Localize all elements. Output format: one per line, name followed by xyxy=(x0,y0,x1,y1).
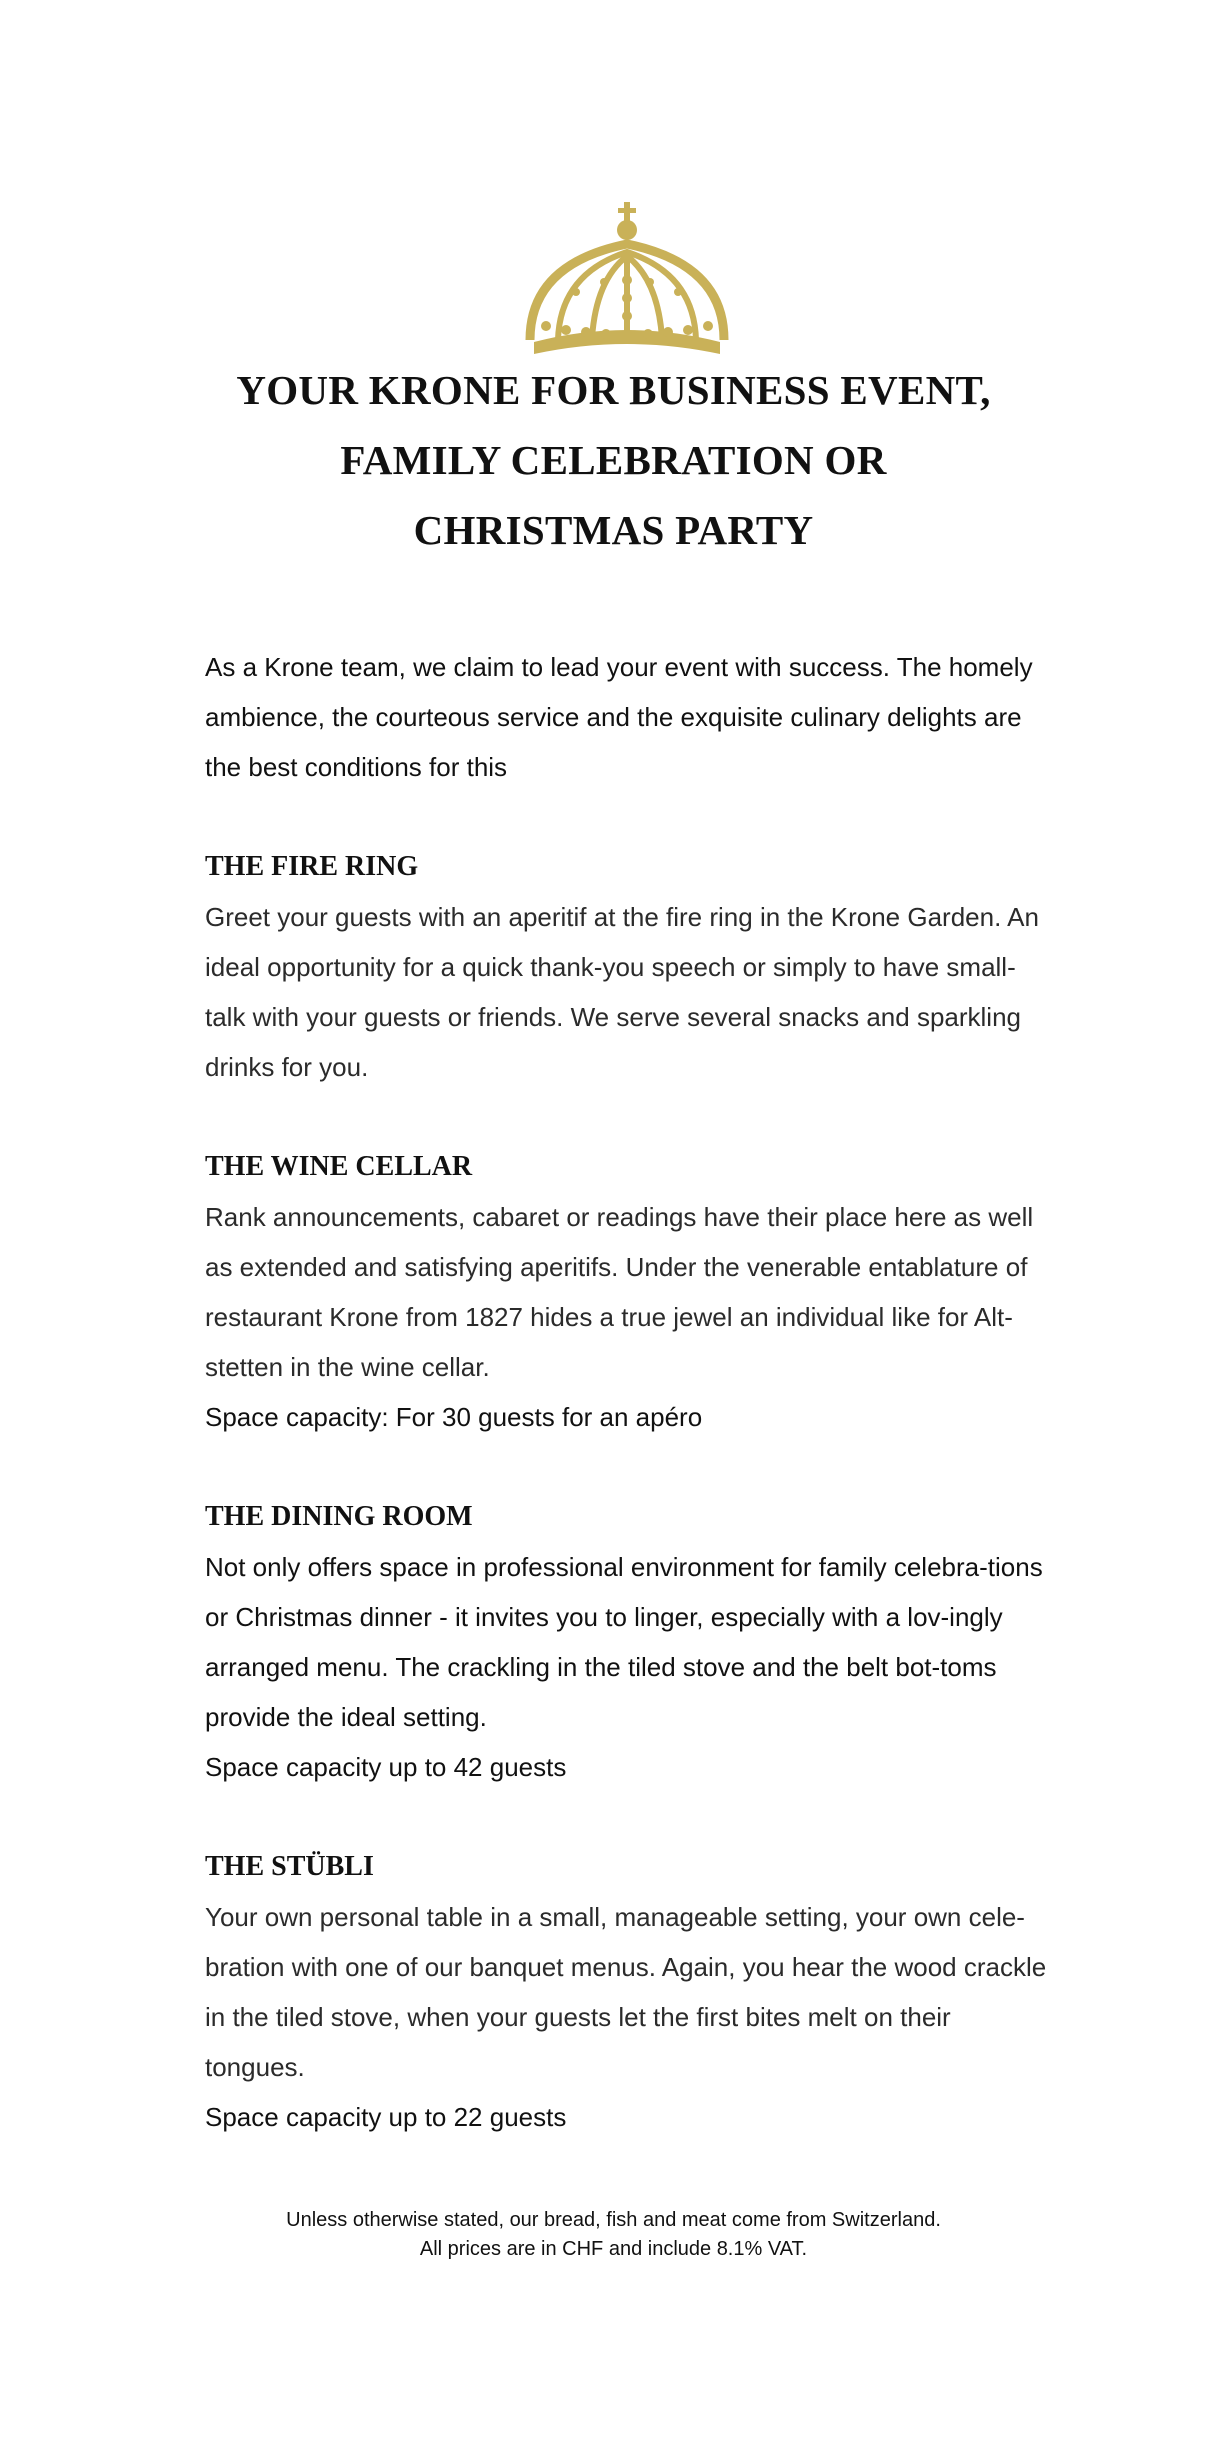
section-title: THE WINE CELLAR xyxy=(205,1151,473,1182)
section-title: THE FIRE RING xyxy=(205,851,419,882)
capacity-note: Space capacity up to 22 guests xyxy=(205,2102,567,2132)
title-line-1: YOUR KRONE FOR BUSINESS EVENT, xyxy=(236,367,991,413)
section-fire-ring xyxy=(205,842,1055,1092)
intro-paragraph: As a Krone team, we claim to lead your event with success. The homely ambience, the courteous service and the exquisite culinary delights are the best conditions for this xyxy=(205,652,1033,782)
section-title: THE DINING ROOM xyxy=(205,1501,473,1532)
section-body: Greet your guests with an aperitif at the fire ring in the Krone Garden. An ideal opportunity for a quick thank-you speech or simply to have small-talk with your guests or friends. We serve several snacks and sparkling drinks for you. xyxy=(205,902,1039,1082)
section-title: THE STÜBLI xyxy=(205,1851,374,1882)
section-wine-cellar xyxy=(205,1142,1055,1442)
capacity-note: Space capacity: For 30 guests for an apéro xyxy=(205,1402,703,1432)
section-dining-room xyxy=(205,1492,1055,1792)
section-stuebli xyxy=(205,1842,1055,2142)
content-column xyxy=(205,642,1055,2192)
footer-line-1: Unless otherwise stated, our bread, fish and meat come from Switzerland. xyxy=(286,2209,941,2231)
title-line-3: CHRISTMAS PARTY xyxy=(413,507,814,553)
title-line-2: FAMILY CELEBRATION OR xyxy=(340,437,887,483)
section-body: Your own personal table in a small, manageable setting, your own cele-bration with one of our banquet menus. Again, you hear the wood crackle in the tiled stove, when your guests let the first bites melt on their tongues. xyxy=(205,1902,1047,2082)
section-body: Rank announcements, cabaret or readings have their place here as well as extended and satisfying aperitifs. Under the venerable entablature of restaurant Krone from 1827 hides a true jewel an individual like for Alt-stetten in the wine cellar. xyxy=(205,1202,1034,1382)
page-title xyxy=(0,355,1227,565)
footer-line-2: All prices are in CHF and include 8.1% VAT. xyxy=(419,2238,808,2260)
crown-icon xyxy=(520,200,734,360)
capacity-note: Space capacity up to 42 guests xyxy=(205,1752,567,1782)
section-body: Not only offers space in professional environment for family celebra-tions or Christmas dinner - it invites you to linger, especially with a lov-ingly arranged menu. The crackling in the tiled stove and the belt bot-toms provide the ideal setting. xyxy=(205,1552,1043,1732)
footer-note xyxy=(0,2206,1227,2264)
